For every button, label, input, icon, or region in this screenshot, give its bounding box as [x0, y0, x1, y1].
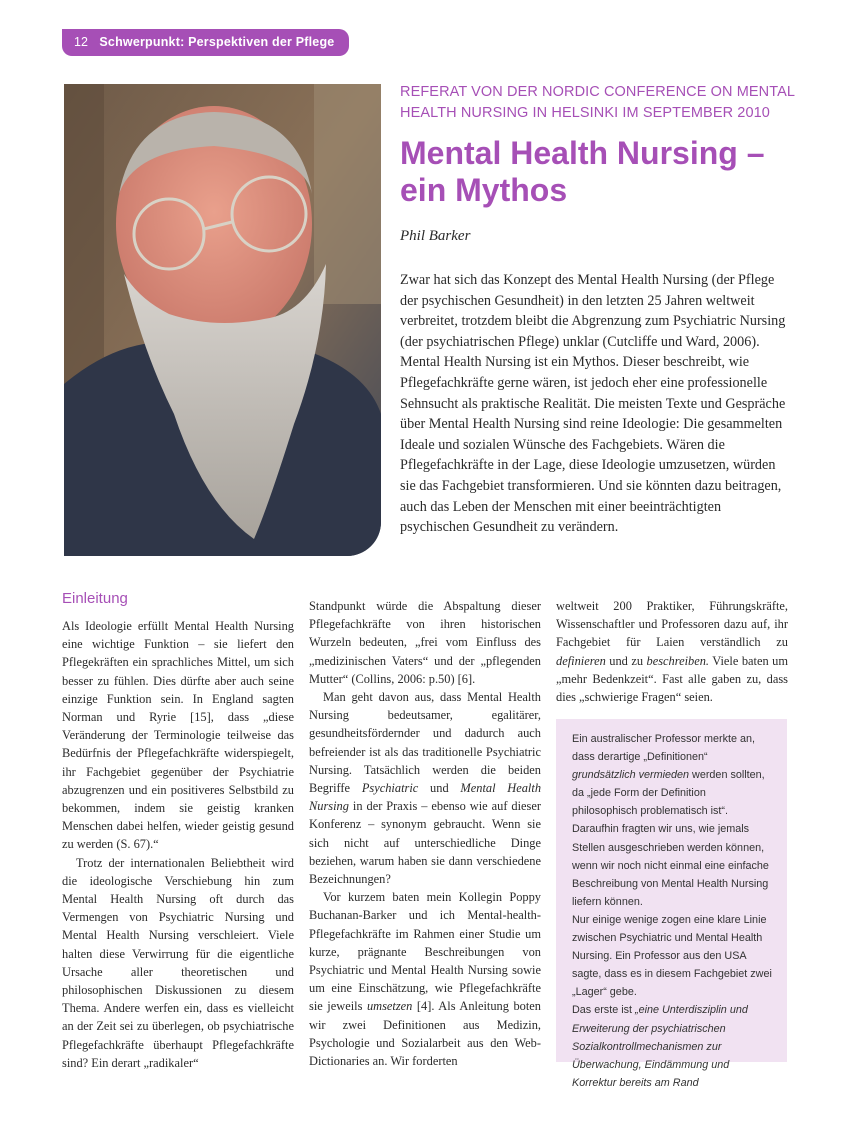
text-run: weltweit 200 Praktiker, Führungskräfte, Wissenschaftler und Professoren dazu auf, ihr Fachgebiet für Laien verständlich zu — [556, 599, 788, 650]
title-line: Mental Health Nursing – — [400, 135, 765, 171]
box-paragraph: Nur einige wenige zogen eine klare Linie zwischen Psychiatric und Mental Health Nursing. Ein Professor aus den USA sagte, dass es in diesem Fachgebiet zwei „Lager“ gebe. — [572, 913, 772, 999]
emphasis: beschreiben. — [646, 653, 710, 668]
emphasis: Psychiatric — [361, 781, 419, 796]
text-run: und — [418, 781, 461, 796]
page-number: 12 — [74, 35, 88, 49]
body-column-3 — [556, 597, 788, 706]
title-line: ein Mythos — [400, 172, 568, 208]
box-paragraph — [572, 730, 773, 911]
text-run: werden sollten, da „jede Form der Definition philosophisch problematisch ist“. Daraufhin fragten wir uns, wie jemals Stellen ausgeschrieben werden können, wenn wir noch nicht einmal eine einfache Beschreibung von Mental Health Nursing liefern können. — [572, 769, 769, 908]
paragraph: Standpunkt würde die Abspaltung dieser Pflegefachkräfte von ihren historischen Wurzeln bedeuten, „frei vom Einfluss des „medizinischen Vaters“ und der „pflegenden Mutter“ (Collins, 2006: p.50) [6]. — [309, 599, 541, 686]
body-column-1 — [62, 590, 294, 1072]
section-title: Schwerpunkt: Perspektiven der Pflege — [99, 35, 335, 49]
box-paragraph — [572, 1001, 773, 1091]
text-run: Man geht davon aus, dass Mental Health Nursing bedeutsamer, egalitärer, gesundheitsfördernder und dadurch auch befreiender ist als das traditionelle Psychiatric Nursing. Tatsächlich werden die beiden Begriffe — [309, 690, 541, 796]
emphasis: definieren — [556, 653, 606, 668]
paragraph: Trotz der internationalen Beliebtheit wird die ideologische Verschiebung hin zum Mental Health Nursing oft durch das Vermengen von Psychiatric Nursing und Mental Health Nursing verschleiert. Viele halten diese Verwirrung für die eigentliche Ursache aller theoretischen und philosophischen Diskussionen zu diesem Thema. Andere werfen ein, dass es vielleicht an der Zeit sei zu überlegen, ob psychiatrische Pflegefachkräfte überhaupt Pflegefachkräfte sind? Ein derart „radikaler“ — [62, 855, 294, 1070]
text-run: Das erste ist — [572, 1004, 635, 1017]
emphasis: umsetzen — [366, 999, 413, 1014]
article-kicker — [400, 82, 800, 124]
article-title — [400, 135, 800, 209]
paragraph — [309, 688, 541, 888]
kicker-line: HEALTH NURSING IN HELSINKI IM SEPTEMBER 2010 — [400, 105, 770, 121]
article-author: Phil Barker — [400, 228, 471, 244]
body-column-2 — [309, 597, 541, 1070]
emphasis: Mental Health Nursing — [309, 781, 542, 814]
section-header-tab — [62, 29, 349, 56]
paragraph: Als Ideologie erfüllt Mental Health Nursing eine wichtige Funktion – sie liefert den Pflegekräften ein sprachliches Mittel, um sich besser zu fühlen. Dies dürfte aber auch seine einzige Funktion sein. In England sagten Norman und Ryrie [15], dass „diese Veränderung der Terminologie teilweise das Bedürfnis der Pflegefachkräfte widerspiegelt, ihr Fachgebiet gegenüber der Psychiatrie abzugrenzen und ein positiveres Selbstbild zu bekommen, indem sie geistig kranken Menschen dabei helfen, wieder geistig gesund zu werden (S. 67).“ — [62, 619, 294, 852]
text-run: in der Praxis – ebenso wie auf dieser Konferenz – synonym gebraucht. Wenn sie sich nicht auf unterschiedliche Dinge beziehen, warum haben sie dann verschiedene Bezeichnungen? — [309, 799, 541, 887]
text-run: Ein australischer Professor merkte an, dass derartige „Definitionen“ — [572, 733, 756, 764]
author-photo — [64, 84, 381, 556]
text-run: [4]. Als Anleitung boten wir zwei Definitionen aus Medizin, Psychologie und Sozialarbeit aus den Web-Dictionaries an. Wir forderten — [309, 999, 541, 1069]
emphasis: grundsätzlich vermieden — [572, 769, 690, 782]
lead-paragraph: Zwar hat sich das Konzept des Mental Health Nursing (der Pflege der psychischen Gesundheit) in den letzten 25 Jahren weltweit verbreitet, trotzdem bleibt die Abgrenzung zum Psychiatric Nursing (der psychiatrischen Pflege) unklar (Cutcliffe und Ward, 2006). Mental Health Nursing ist ein Mythos. Dieser beschreibt, wie Pflegefachkräfte gerne wären, ist jedoch eher eine professionelle Sehnsucht als praktische Realität. Die meisten Texte und Gespräche über Mental Health Nursing sind reine Ideologie: Die gesammelten Ideale und sozialen Wünsche des Fachgebiets. Wären die Pflegefachkräfte in der Lage, diese Ideologie umzusetzen, würden sie das Fachgebiet transformieren. Und sie könnten dazu beitragen, auch das Leben der Menschen mit einer beeinträchtigten psychischen Gesundheit zu verändern. — [400, 272, 786, 536]
text-run: Vor kurzem baten mein Kollegin Poppy Buchanan-Barker und ich Mental-health-Pflegefachkräfte im Rahmen einer Studie um kurze, prägnante Beschreibungen von Psychiatric und Mental Health Nursing sowie um eine Einschätzung, wie Pflegefachkräfte sie jeweils — [309, 890, 541, 1014]
text-run: Viele baten um „mehr Bedenkzeit“. Fast alle gaben zu, dass dies „schwierige Fragen“ seien. — [556, 653, 789, 705]
portrait-image — [64, 84, 381, 556]
paragraph — [309, 888, 541, 1070]
paragraph — [556, 597, 788, 706]
subheading-introduction: Einleitung — [62, 590, 128, 607]
quote-sidebox — [556, 719, 787, 1089]
kicker-line: REFERAT VON DER NORDIC CONFERENCE ON MENTAL — [400, 84, 796, 100]
text-run: und zu — [605, 653, 647, 668]
emphasis: „eine Unterdisziplin und Erweiterung der psychiatrischen Sozialkontrollmechanismen zur Überwachung, Eindämmung und Korrektur bereits am Rand — [572, 1004, 748, 1089]
